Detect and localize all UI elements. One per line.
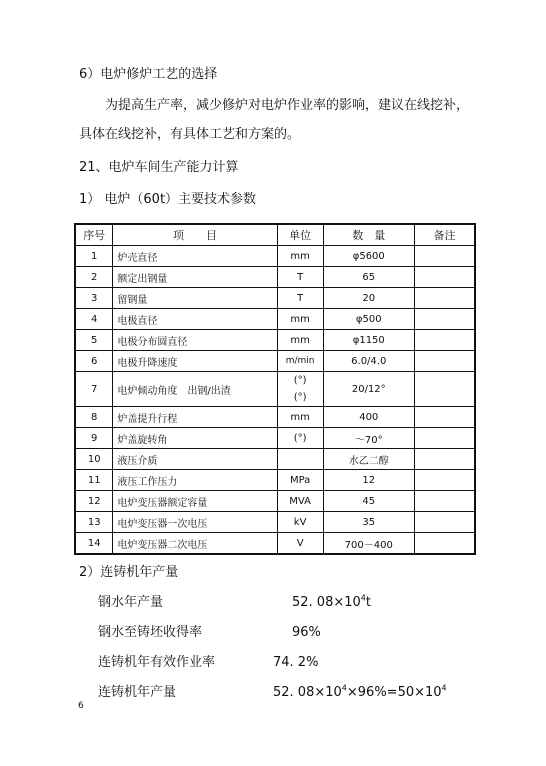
row-unit: T: [277, 267, 323, 288]
row-qty: 45: [323, 491, 414, 512]
row-item: 电炉变压器二次电压: [113, 533, 277, 555]
row-note: [414, 267, 475, 288]
row-item: 电极直径: [113, 309, 277, 330]
table-row: [75, 309, 475, 330]
rate-label: 连铸机年有效作业率: [98, 655, 216, 670]
row-unit: T: [277, 288, 323, 309]
row-no: 2: [75, 267, 113, 288]
col-header-no: 序号: [75, 224, 113, 246]
row-no: 4: [75, 309, 113, 330]
row-note: [414, 246, 475, 267]
row-unit-top: (°): [293, 375, 307, 386]
row-note: [414, 470, 475, 491]
col-header-note: 备注: [414, 224, 475, 246]
row-no: 6: [75, 351, 113, 372]
row-no: 9: [75, 428, 113, 449]
steel-output-unit: t: [365, 595, 371, 610]
row-item: 液压介质: [113, 449, 277, 470]
row-unit: MPa: [277, 470, 323, 491]
sub2-heading: 2）连铸机年产量: [79, 565, 179, 580]
row-unit: kV: [277, 512, 323, 533]
table-row: [75, 470, 475, 491]
row-qty: 12: [323, 470, 414, 491]
row-no: 12: [75, 491, 113, 512]
annual-output-v2: ×96%=50×10: [346, 685, 442, 700]
section21-heading: 21、电炉车间生产能力计算: [79, 160, 239, 175]
row-unit: mm: [277, 309, 323, 330]
table-row: [75, 246, 475, 267]
row-unit: mm: [277, 330, 323, 351]
row-unit: MVA: [277, 491, 323, 512]
row-note: [414, 372, 475, 407]
page-number: 6: [78, 701, 84, 711]
row-unit: [277, 449, 323, 470]
row-qty: ～70°: [323, 428, 414, 449]
table-row: [75, 533, 475, 555]
row-qty: 20: [323, 288, 414, 309]
row-note: [414, 428, 475, 449]
row-qty: 20/12°: [323, 372, 414, 407]
row-note: [414, 407, 475, 428]
table-row: [75, 351, 475, 372]
row-no: 10: [75, 449, 113, 470]
table-row: [75, 407, 475, 428]
row-note: [414, 512, 475, 533]
steel-output-value: [292, 594, 371, 612]
row-unit: (°): [277, 428, 323, 449]
table-row: [75, 428, 475, 449]
row-note: [414, 288, 475, 309]
row-no: 13: [75, 512, 113, 533]
row-item: 炉盖提升行程: [113, 407, 277, 428]
steel-output-base: 52. 08×10: [292, 595, 361, 610]
steel-output-label: 钢水年产量: [98, 595, 164, 610]
table-row: [75, 288, 475, 309]
row-qty: 6.0/4.0: [323, 351, 414, 372]
table-row: [75, 267, 475, 288]
tech-params-table: [74, 223, 476, 555]
row-qty: 400: [323, 407, 414, 428]
row-no: 1: [75, 246, 113, 267]
row-note: [414, 309, 475, 330]
row-unit: mm: [277, 246, 323, 267]
row-no: 11: [75, 470, 113, 491]
annual-output-value: [273, 684, 447, 702]
steel-output-exp: 4: [360, 593, 366, 603]
row-qty: φ500: [323, 309, 414, 330]
table-row: [75, 330, 475, 351]
annual-output-e1: 4: [341, 683, 347, 693]
row-qty: 35: [323, 512, 414, 533]
annual-output-e2: 4: [441, 683, 447, 693]
row-item: 电极分布圆直径: [113, 330, 277, 351]
row-item: 液压工作压力: [113, 470, 277, 491]
row-no: 14: [75, 533, 113, 555]
row-note: [414, 330, 475, 351]
table-row: [75, 372, 475, 407]
row-item: 炉盖旋转角: [113, 428, 277, 449]
section6-para-line1: 为提高生产率，减少修炉对电炉作业率的影响，建议在线挖补，: [105, 98, 470, 113]
row-unit-bottom: (°): [293, 392, 307, 403]
row-note: [414, 351, 475, 372]
row-item: 额定出钢量: [113, 267, 277, 288]
section6-para-line2: 具体在线挖补，有具体工艺和方案的。: [79, 127, 301, 142]
rate-value: 74. 2%: [273, 655, 319, 670]
row-no: 8: [75, 407, 113, 428]
table-row: [75, 512, 475, 533]
row-item: 电炉变压器一次电压: [113, 512, 277, 533]
row-qty: φ5600: [323, 246, 414, 267]
row-no: 7: [75, 372, 113, 407]
row-item: 电炉倾动角度 出钢/出渣: [113, 372, 277, 407]
row-note: [414, 491, 475, 512]
section6-heading: 6）电炉修炉工艺的选择: [79, 67, 218, 82]
col-header-unit: 单位: [277, 224, 323, 246]
col-header-item: 项 目: [113, 224, 277, 246]
row-item: 电炉变压器额定容量: [113, 491, 277, 512]
row-qty: 65: [323, 267, 414, 288]
row-qty: φ1150: [323, 330, 414, 351]
yield-label: 钢水至铸坯收得率: [98, 625, 203, 640]
annual-output-v1: 52. 08×10: [273, 685, 342, 700]
table-header-row: [75, 224, 475, 246]
row-unit: V: [277, 533, 323, 555]
row-no: 3: [75, 288, 113, 309]
row-item: 留钢量: [113, 288, 277, 309]
row-qty: 700－400: [323, 533, 414, 555]
row-item: 炉壳直径: [113, 246, 277, 267]
row-item: 电极升降速度: [113, 351, 277, 372]
col-header-qty: 数 量: [323, 224, 414, 246]
table-row: [75, 491, 475, 512]
row-qty: 水乙二醇: [323, 449, 414, 470]
row-unit: [277, 372, 323, 407]
annual-output-label: 连铸机年产量: [98, 685, 177, 700]
row-unit: mm: [277, 407, 323, 428]
yield-value: 96%: [292, 625, 321, 640]
row-note: [414, 533, 475, 555]
row-no: 5: [75, 330, 113, 351]
row-note: [414, 449, 475, 470]
sub1-heading: 1） 电炉（60t）主要技术参数: [79, 192, 257, 207]
row-unit: m/min: [277, 351, 323, 372]
table-row: [75, 449, 475, 470]
